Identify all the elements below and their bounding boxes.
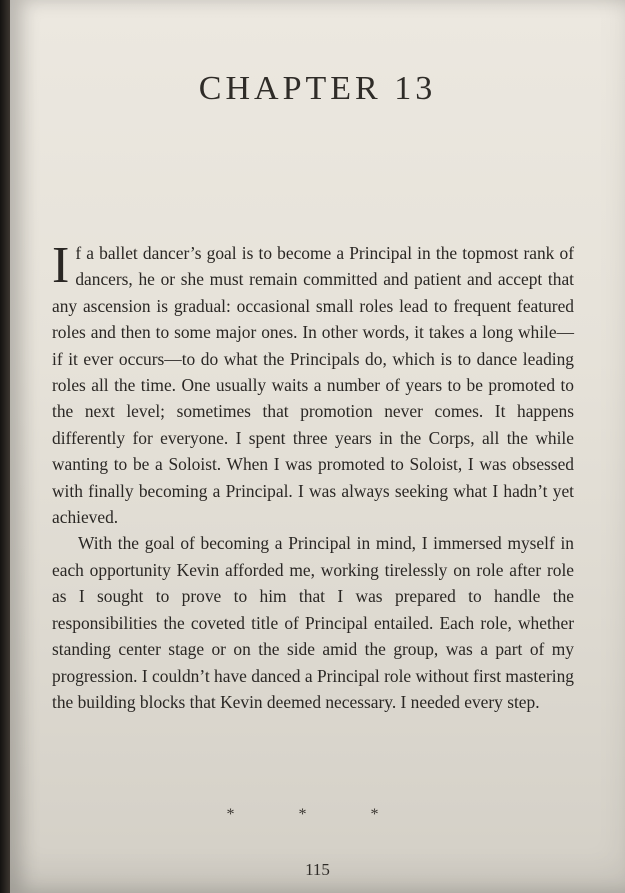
drop-cap: I <box>52 237 70 294</box>
paragraph-1-text: f a ballet dancer’s goal is to become a Principal in the topmost rank of dancers, he or she must remain committed and patient and accept that any ascension is gradual: occasional small roles lead to frequent featured roles and then to some major ones. In other words, it takes a long while—if it ever occurs—to do what the Principals do, which is to dance leading roles all the time. One usually waits a number of years to be promoted to the next level; sometimes that promotion never comes. It happens differently for everyone. I spent three years in the Corps, all the while wanting to be a Soloist. When I was promoted to Soloist, I was obsessed with finally becoming a Principal. I was always seeking what I hadn’t yet achieved. <box>52 243 574 528</box>
paragraph-2: With the goal of becoming a Principal in mind, I immersed myself in each opportunity Kevin afforded me, working tirelessly on role after role as I sought to prove to him that I was prepared to handle the responsibilities the coveted title of Principal entailed. Each role, whether standing center stage or on the side amid the group, was a part of my progression. I couldn’t have danced a Principal role without first mastering the building blocks that Kevin deemed necessary. I needed every step. <box>52 533 574 712</box>
page-number: 115 <box>305 860 330 879</box>
chapter-body <box>52 237 574 715</box>
chapter-title: CHAPTER 13 <box>198 70 437 107</box>
book-gutter <box>0 0 10 893</box>
scene-break: * * * <box>226 806 409 823</box>
book-page <box>10 0 625 893</box>
paragraph-1 <box>52 237 574 530</box>
